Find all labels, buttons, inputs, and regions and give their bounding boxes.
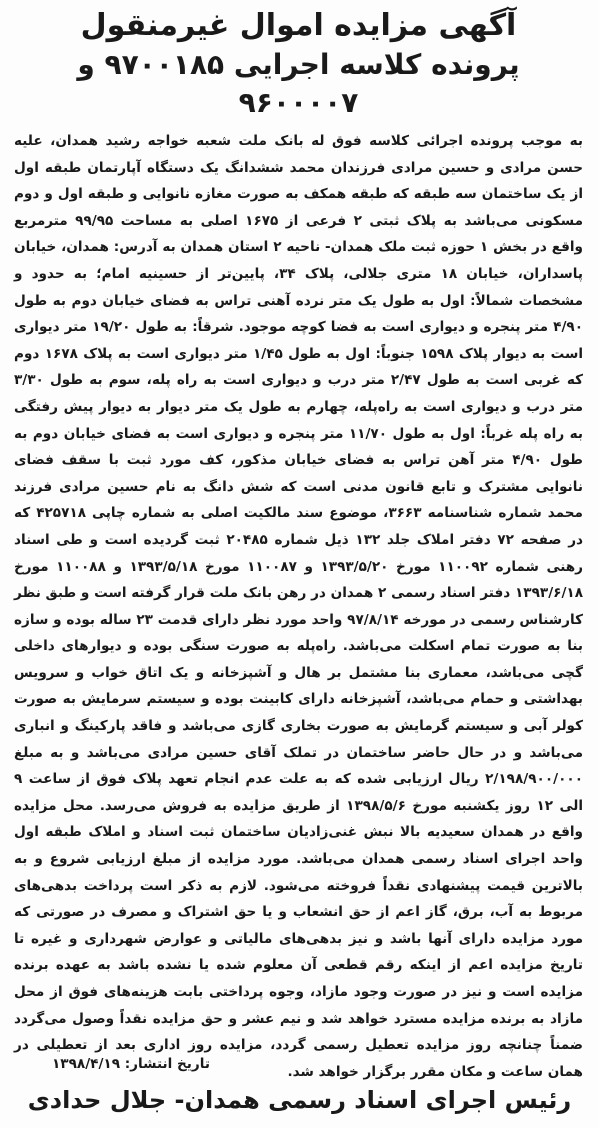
notice-subtitle: پرونده کلاسه اجرایی ۹۷۰۰۱۸۵ و ۹۶۰۰۰۰۷ — [77, 48, 520, 119]
signature: رئیس اجرای اسناد رسمی همدان- جلال حدادی — [27, 1086, 572, 1114]
publication-date: تاریخ انتشار: ۱۳۹۸/۴/۱۹ — [52, 1056, 210, 1072]
notice-body: به موجب پرونده اجرائی کلاسه فوق له بانک ملت شعبه خواجه رشید همدان، علیه حسن مرادی و حسین مرادی فرزندان محمد ششدانگ یک دستگاه آپارتمان طبقه اول از یک ساختمان سه طبقه که طبقه همکف به صورت مغازه نانوایی و طبقه اول و دوم مسکونی می‌باشد به پلاک ثبتی ۲ فرعی از ۱۶۷۵ اصلی به مساحت ۹۹/۹۵ مترمربع واقع در بخش ۱ حوزه ثبت ملک همدان- ناحیه ۲ استان همدان به آدرس: همدان، خیابان پاسداران، خیابان ۱۸ متری جلالی، پلاک ۳۴، پایین‌تر از حسینیه امام؛ به حدود و مشخصات شمالاً: اول به طول یک متر نرده آهنی تراس به فضای خیابان دوم به طول ۴/۹۰ متر پنجره و دیواری است به فضا کوچه موجود. شرقاً: به طول ۱۹/۲۰ متر دیواری است به دیوار پلاک ۱۵۹۸ جنوباً: اول به طول ۱/۴۵ متر دیواری است به پلاک ۱۶۷۸ دوم که غربی است به طول ۲/۴۷ متر درب و دیواری است به راه پله، سوم به طول ۳/۳۰ متر درب و دیواری است به راه‌پله، چهارم به طول یک متر دیوار به دیوار پیش رفتگی به راه پله غرباً: اول به طول ۱۱/۷۰ متر پنجره و دیواری است به فضای خیابان دوم به طول ۴/۹۰ متر آهن تراس به فضای خیابان مذکور، کف مورد ثبت با سقف فضای نانوایی مشترک و تابع قانون مدنی است که شش دانگ به نام حسین مرادی فرزند محمد شماره شناسنامه ۳۶۶۳، موضوع سند مالکیت اصلی به شماره چاپی ۴۲۵۷۱۸ که در صفحه ۷۲ دفتر املاک جلد ۱۳۲ ذیل شماره ۲۰۴۸۵ ثبت گردیده است و طی اسناد رهنی شماره ۱۱۰۰۹۲ مورخ ۱۳۹۳/۵/۲۰ و ۱۱۰۰۸۷ مورخ ۱۳۹۳/۵/۱۸ و ۱۱۰۰۸۸ مورخ ۱۳۹۳/۶/۱۸ دفتر اسناد رسمی ۲ همدان در رهن بانک ملت قرار گرفته است و طبق نظر کارشناس رسمی در مورخه ۹۷/۸/۱۴ واحد مورد نظر دارای قدمت ۲۳ ساله بوده و سازه بنا به صورت تمام اسکلت می‌باشد. راه‌پله به صورت سنگی بوده و دیوارهای داخلی گچی می‌باشد، معماری بنا مشتمل بر هال و آشپزخانه و یک اتاق خواب و سرویس بهداشتی و حمام می‌باشد، آشپزخانه دارای کابینت بوده و سیستم سرمایش به صورت کولر آبی و سیستم گرمایش به صورت بخاری گازی می‌باشد و فاقد پارکینگ و انباری می‌باشد و در حال حاضر ساختمان در تملک آقای حسین مرادی می‌باشد و به مبلغ ۲/۱۹۸/۹۰۰/۰۰۰ ریال ارزیابی شده که به علت عدم انجام تعهد پلاک فوق از ساعت ۹ الی ۱۲ روز یکشنبه مورخ ۱۳۹۸/۵/۶ از طریق مزایده به فروش می‌رسد. محل مزایده واقع در همدان سعیدیه بالا نبش غنی‌زادیان ساختمان ثبت اسناد و املاک طبقه اول واحد اجرای اسناد رسمی همدان می‌باشد. مورد مزایده از مبلغ ارزیابی شروع و به بالاترین قیمت پیشنهادی نقداً فروخته می‌شود. لازم به ذکر است پرداخت بدهی‌های مربوط به آب، برق، گاز اعم از حق انشعاب و یا حق اشتراک و مصرف در صورتی که مورد مزایده دارای آنها باشد و نیز بدهی‌های مالیاتی و عوارض شهرداری و غیره تا تاریخ مزایده اعم از اینکه رقم قطعی آن معلوم شده یا نشده باشد به عهده برنده مزایده است و نیز در صورت وجود مازاد، وجوه پرداختی بابت هزینه‌های فوق از محل مازاد به برنده مزایده مسترد خواهد شد و نیم عشر و حق مزایده نقداً وصول می‌گردد ضمناً چنانچه روز مزایده تعطیل رسمی گردد، مزایده روز اداری بعد از تعطیلی در همان ساعت و مکان مقرر برگزار خواهد شد. — [14, 133, 584, 1080]
notice-title: آگهی مزایده اموال غیرمنقول — [80, 8, 517, 43]
